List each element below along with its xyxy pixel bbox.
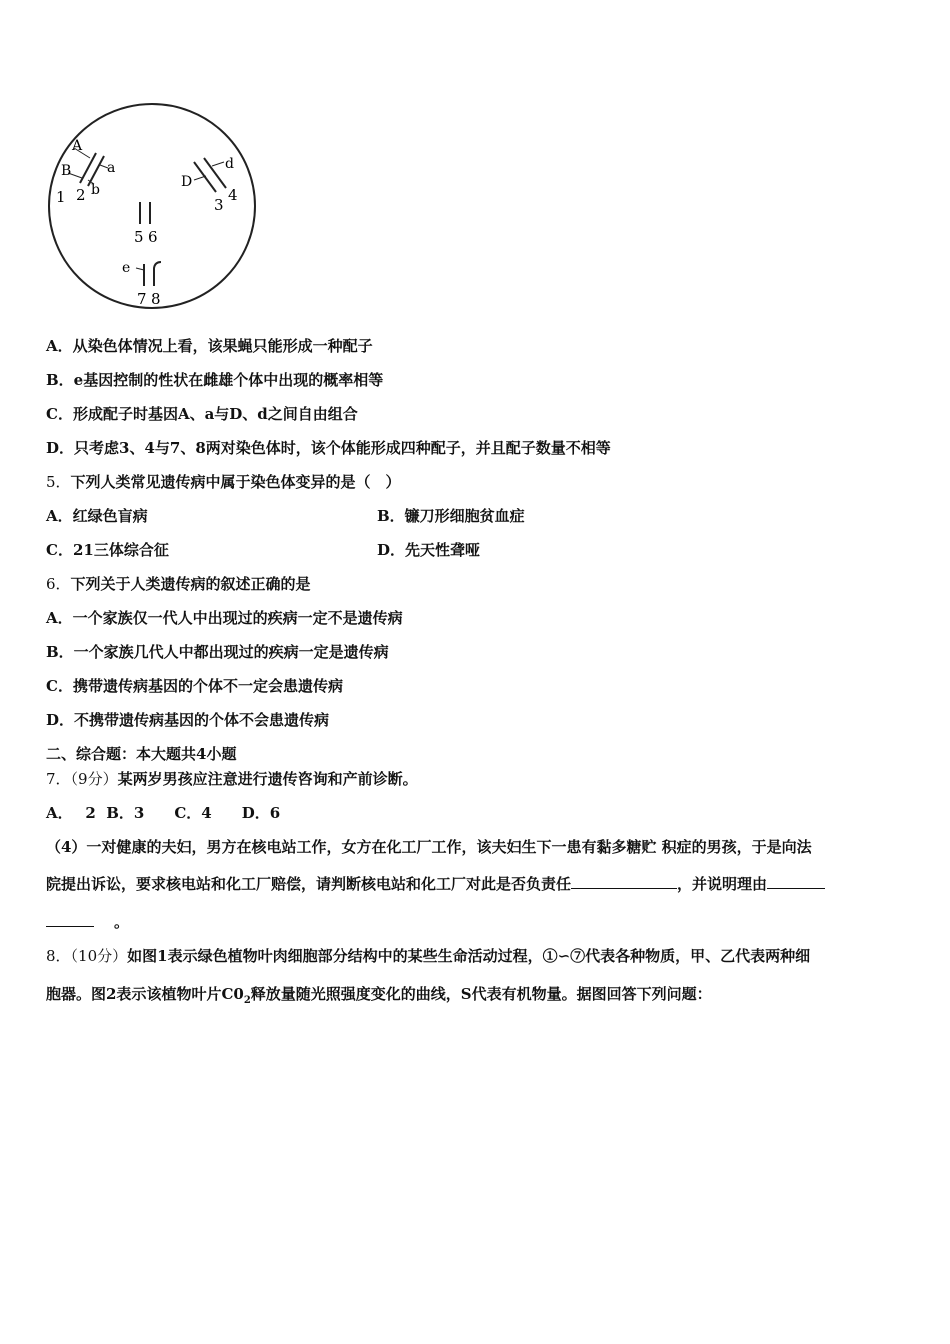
q7-part4-end: 。 (114, 913, 130, 931)
q7-points: （9分） (70, 770, 118, 788)
label-5: 5 (134, 228, 144, 246)
q6-stem (46, 574, 311, 594)
q7-part4-mid: ，并说明理由 (677, 875, 768, 893)
q6-number: 6． (46, 575, 71, 593)
q5-option-a: A．红绿色盲病 (46, 507, 148, 525)
label-B: B (61, 163, 72, 179)
section-2-title: 二、综合题：本大题共4小题 (46, 745, 237, 763)
q8-text-2a: 胞器。图2表示该植物叶片C0 (46, 985, 244, 1003)
q6-option-b: B．一个家族几代人中都出现过的疾病一定是遗传病 (46, 643, 389, 661)
q5-number: 5． (46, 473, 71, 491)
label-a: a (107, 160, 116, 176)
answer-blank-1[interactable] (571, 874, 677, 889)
q7-options: A． 2 B．3 C．4 D．6 (46, 804, 281, 822)
gene-D-mark (194, 176, 206, 180)
q8-text-2b: 释放量随光照强度变化的曲线，S代表有机物量。据图回答下列问题： (250, 985, 712, 1003)
q8-line2 (46, 984, 712, 1011)
cell-outline (49, 104, 255, 308)
q6-option-d: D．不携带遗传病基因的个体不会患遗传病 (46, 711, 330, 729)
q7-text: 某两岁男孩应注意进行遗传咨询和产前诊断。 (117, 770, 418, 788)
q6-option-c: C．携带遗传病基因的个体不一定会患遗传病 (46, 677, 343, 695)
label-4: 4 (228, 186, 238, 204)
q8-subscript: 2 (243, 995, 251, 1006)
chromosome-8 (154, 262, 161, 286)
label-D: D (181, 174, 193, 190)
answer-blank-2a[interactable] (767, 874, 825, 889)
q5-option-c: C．21三体综合征 (46, 541, 169, 559)
chromosome-1 (80, 153, 96, 183)
q6-text: 下列关于人类遗传病的叙述正确的是 (70, 575, 311, 593)
label-1: 1 (56, 188, 66, 206)
q7-part4-line3 (46, 912, 129, 932)
q4-option-b: B．e基因控制的性状在雌雄个体中出现的概率相等 (46, 371, 384, 389)
q5-stem (46, 472, 401, 492)
q7-part4-line2 (46, 874, 825, 894)
label-2: 2 (76, 186, 86, 204)
q5-option-b: B．镰刀形细胞贫血症 (377, 507, 525, 525)
q7-part4-line1: （4）一对健康的夫妇，男方在核电站工作，女方在化工厂工作，该夫妇生下一患有黏多糖贮 积症的男孩，于是向法 (46, 838, 812, 856)
label-b: b (91, 182, 100, 198)
answer-blank-2b[interactable] (46, 912, 94, 927)
q8-points: （10分） (70, 947, 128, 965)
label-8: 8 (151, 290, 161, 308)
label-3: 3 (214, 196, 224, 214)
label-e: e (122, 260, 131, 276)
chromosome-cell-figure (44, 100, 264, 315)
label-6: 6 (148, 228, 158, 246)
q5-text: 下列人类常见遗传病中属于染色体变异的是（ ） (70, 473, 401, 491)
q6-option-a: A．一个家族仅一代人中出现过的疾病一定不是遗传病 (46, 609, 403, 627)
q7-stem (46, 769, 418, 789)
chromosome-3 (194, 162, 216, 192)
q4-option-d: D．只考虑3、4与7、8两对染色体时，该个体能形成四种配子，并且配子数量不相等 (46, 439, 611, 457)
label-d: d (225, 156, 234, 172)
q4-option-a: A．从染色体情况上看，该果蝇只能形成一种配子 (46, 337, 373, 355)
q7-part4-text: 院提出诉讼，要求核电站和化工厂赔偿，请判断核电站和化工厂对此是否负责任 (46, 875, 572, 893)
q8-number: 8． (46, 947, 71, 965)
q5-options-row1 (46, 506, 906, 526)
label-A: A (72, 138, 83, 154)
q7-number: 7． (46, 770, 71, 788)
q5-option-d: D．先天性聋哑 (377, 541, 481, 559)
q8-line1 (46, 946, 810, 966)
label-7: 7 (137, 290, 147, 308)
q8-text-1: 如图1表示绿色植物叶肉细胞部分结构中的某些生命活动过程，①∽⑦代表各种物质，甲、乙代表两种细 (127, 947, 811, 965)
gene-e-mark (136, 268, 144, 270)
gene-d-mark (212, 162, 224, 166)
q5-options-row2 (46, 540, 906, 560)
q4-option-c: C．形成配子时基因A、a与D、d之间自由组合 (46, 405, 358, 423)
